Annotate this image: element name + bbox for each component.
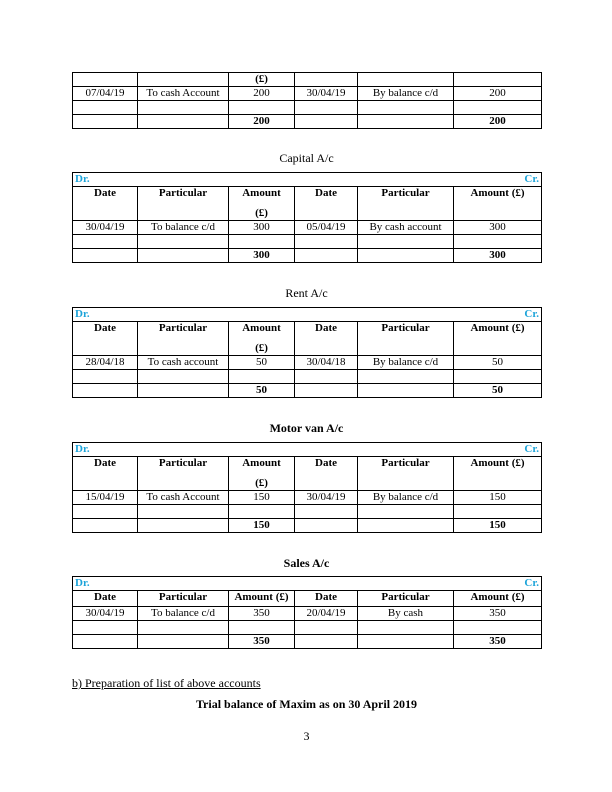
dr-label: Dr. (73, 308, 295, 322)
header-row: Date Particular Amount (£) Date Particular Amount (£) (73, 322, 542, 356)
drcr-row (73, 173, 542, 187)
cr-label: Cr. (295, 443, 542, 457)
table-row: 07/04/19 To cash Account 200 30/04/19 By balance c/d 200 (73, 87, 542, 101)
total-row: 150 150 (73, 519, 542, 533)
cr-label: Cr. (295, 308, 542, 322)
motor-van-ledger (72, 442, 542, 533)
ledger-title-capital: Capital A/c (279, 151, 334, 165)
drcr-row (73, 577, 542, 591)
cr-label: Cr. (295, 173, 542, 187)
trial-balance-title: Trial balance of Maxim as on 30 April 2019 (195, 697, 418, 711)
ledger-title-rent: Rent A/c (285, 286, 328, 300)
table-row: 15/04/19 To cash Account 150 30/04/19 By balance c/d 150 (73, 491, 542, 505)
empty-row (73, 101, 542, 115)
table-row: 30/04/19 To balance c/d 300 05/04/19 By cash account 300 (73, 221, 542, 235)
empty-row (73, 370, 542, 384)
ledger-title-sales: Sales A/c (283, 556, 330, 570)
table-row: 30/04/19 To balance c/d 350 20/04/19 By cash 350 (73, 607, 542, 621)
page-number: 3 (303, 729, 310, 743)
drcr-row (73, 443, 542, 457)
section-b-heading: b) Preparation of list of above accounts (72, 676, 261, 690)
drcr-row (73, 308, 542, 322)
cr-label: Cr. (295, 577, 542, 591)
sales-ledger (72, 576, 542, 649)
amount-unit: (£) (229, 73, 295, 87)
total-row: 200 200 (73, 115, 542, 129)
header-row: Date Particular Amount (£) Date Particular Amount (£) (73, 591, 542, 607)
header-row: Date Particular Amount (£) Date Particular Amount (£) (73, 457, 542, 491)
ledger-title-motor-van: Motor van A/c (269, 421, 344, 435)
total-row: 50 50 (73, 384, 542, 398)
dr-label: Dr. (73, 577, 295, 591)
dr-label: Dr. (73, 173, 295, 187)
capital-ledger (72, 172, 542, 263)
total-row: 300 300 (73, 249, 542, 263)
empty-row (73, 235, 542, 249)
dr-label: Dr. (73, 443, 295, 457)
total-row: 350 350 (73, 635, 542, 649)
table-row: 28/04/18 To cash account 50 30/04/18 By balance c/d 50 (73, 356, 542, 370)
cash-ledger-continuation (72, 72, 542, 129)
empty-row (73, 505, 542, 519)
rent-ledger (72, 307, 542, 398)
empty-row (73, 621, 542, 635)
header-row: Date Particular Amount (£) Date Particular Amount (£) (73, 187, 542, 221)
header-fragment-row (73, 73, 542, 87)
